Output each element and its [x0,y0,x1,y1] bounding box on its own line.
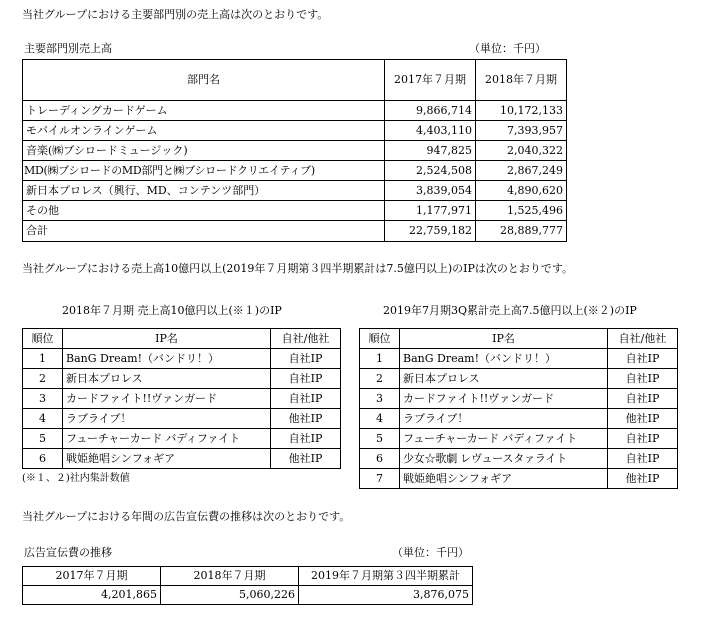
ip-table-2019 [359,328,678,489]
table-row [360,469,678,489]
ad-fy2017: 4,201,865 [23,586,161,605]
sales-table-header [23,60,567,101]
owner-cell: 他社IP [271,449,341,469]
rank-cell: 1 [23,349,63,369]
table-row [23,201,567,221]
ip-cell: BanG Dream!（バンドリ！） [63,349,271,369]
owner-cell: 自社IP [271,349,341,369]
rank-cell: 5 [360,429,400,449]
ad-fy2019q3: 3,876,075 [299,586,473,605]
owner-cell: 他社IP [608,469,678,489]
ip-cell: カードファイト!!ヴァンガード [63,389,271,409]
table-row [360,389,678,409]
fy2018-cell: 10,172,133 [476,101,567,121]
table-row [360,409,678,429]
fy2017-cell: 4,403,110 [385,121,476,141]
header-rank: 順位 [23,329,63,349]
owner-cell: 他社IP [271,409,341,429]
division-cell: MD(㈱ブシロードのMD部門と㈱ブシロードクリエイティブ) [23,161,385,181]
total-fy2018: 28,889,777 [476,221,567,242]
fy2018-cell: 7,393,957 [476,121,567,141]
header-fy2019q3: 2019年７月期第３四半期累計 [299,567,473,586]
owner-cell: 自社IP [271,369,341,389]
header-fy2017: 2017年７月期 [23,567,161,586]
owner-cell: 自社IP [608,429,678,449]
table-row [360,429,678,449]
rank-cell: 6 [360,449,400,469]
ip-cell: フューチャーカード バディファイト [400,429,608,449]
division-cell: トレーディングカードゲーム [23,101,385,121]
fy2017-cell: 3,839,054 [385,181,476,201]
header-division: 部門名 [23,60,385,101]
ip-cell: 新日本プロレス [400,369,608,389]
ad-table-header [23,567,473,586]
fy2017-cell: 2,524,508 [385,161,476,181]
ip-cell: ラブライブ！ [63,409,271,429]
table-row [360,349,678,369]
ad-fy2018: 5,060,226 [161,586,299,605]
ip-cell: BanG Dream!（バンドリ！） [400,349,608,369]
owner-cell: 他社IP [608,409,678,429]
ip-cell: フューチャーカード バディファイト [63,429,271,449]
total-label: 合計 [23,221,385,242]
owner-cell: 自社IP [608,389,678,409]
header-fy2018: 2018年７月期 [161,567,299,586]
header-fy2018: 2018年７月期 [476,60,567,101]
division-cell: 新日本プロレス（興行、MD、コンテンツ部門） [23,181,385,201]
division-cell: 音楽(㈱ブシロードミュージック) [23,141,385,161]
intro-text: 当社グループにおける主要部門別の売上高は次のとおりです。 [22,8,329,21]
ip-table-2018 [22,328,341,469]
fy2017-cell: 947,825 [385,141,476,161]
table-row [23,369,341,389]
sales-table [22,59,567,242]
table-row [23,409,341,429]
fy2018-cell: 2,867,249 [476,161,567,181]
table-row [360,449,678,469]
rank-cell: 3 [23,389,63,409]
header-fy2017: 2017年７月期 [385,60,476,101]
header-rank: 順位 [360,329,400,349]
total-fy2017: 22,759,182 [385,221,476,242]
sales-table-caption: 主要部門別売上高 [24,42,112,55]
sales-table-unit: （単位：千円） [469,42,546,55]
ip-cell: カードファイト!!ヴァンガード [400,389,608,409]
ad-table [22,566,473,605]
owner-cell: 自社IP [608,349,678,369]
owner-cell: 自社IP [271,389,341,409]
ad-table-unit: （単位：千円） [392,546,469,559]
ad-intro-text: 当社グループにおける年間の広告宣伝費の推移は次のとおりです。 [22,510,351,523]
rank-cell: 7 [360,469,400,489]
ip-cell: ラブライブ！ [400,409,608,429]
table-row [23,429,341,449]
rank-cell: 3 [360,389,400,409]
ip-table-header [360,329,678,349]
rank-cell: 6 [23,449,63,469]
table-row [23,141,567,161]
table-row [23,181,567,201]
table-row [23,101,567,121]
rank-cell: 2 [360,369,400,389]
table-row [23,121,567,141]
fy2018-cell: 2,040,322 [476,141,567,161]
table-row [23,389,341,409]
rank-cell: 4 [23,409,63,429]
header-ip: IP名 [400,329,608,349]
ad-table-caption: 広告宣伝費の推移 [24,546,112,559]
header-owner: 自社/他社 [271,329,341,349]
table-row [23,449,341,469]
ip-table-2019-caption: 2019年7月期3Q累計売上高7.5億円以上(※２)のIP [383,304,637,317]
ip-intro-text: 当社グループにおける売上高10億円以上(2019年７月期第３四半期累計は7.5億円以上)のIPは次のとおりです。 [22,262,574,275]
table-row [23,161,567,181]
division-cell: モバイルオンラインゲーム [23,121,385,141]
total-row [23,221,567,242]
owner-cell: 自社IP [608,449,678,469]
rank-cell: 1 [360,349,400,369]
fy2018-cell: 4,890,620 [476,181,567,201]
owner-cell: 自社IP [608,369,678,389]
ip-cell: 新日本プロレス [63,369,271,389]
ip-cell: 戦姫絶唱シンフォギア [400,469,608,489]
ip-cell: 戦姫絶唱シンフォギア [63,449,271,469]
fy2017-cell: 1,177,971 [385,201,476,221]
fy2018-cell: 1,525,496 [476,201,567,221]
rank-cell: 5 [23,429,63,449]
ip-table-2018-caption: 2018年７月期 売上高10億円以上(※１)のIP [62,304,282,317]
ip-table-header [23,329,341,349]
owner-cell: 自社IP [271,429,341,449]
table-row [23,586,473,605]
header-owner: 自社/他社 [608,329,678,349]
ip-footnote: (※１、２)社内集計数値 [22,473,130,484]
rank-cell: 2 [23,369,63,389]
table-row [23,349,341,369]
fy2017-cell: 9,866,714 [385,101,476,121]
ip-cell: 少女☆歌劇 レヴュースタァライト [400,449,608,469]
table-row [360,369,678,389]
header-ip: IP名 [63,329,271,349]
division-cell: その他 [23,201,385,221]
rank-cell: 4 [360,409,400,429]
